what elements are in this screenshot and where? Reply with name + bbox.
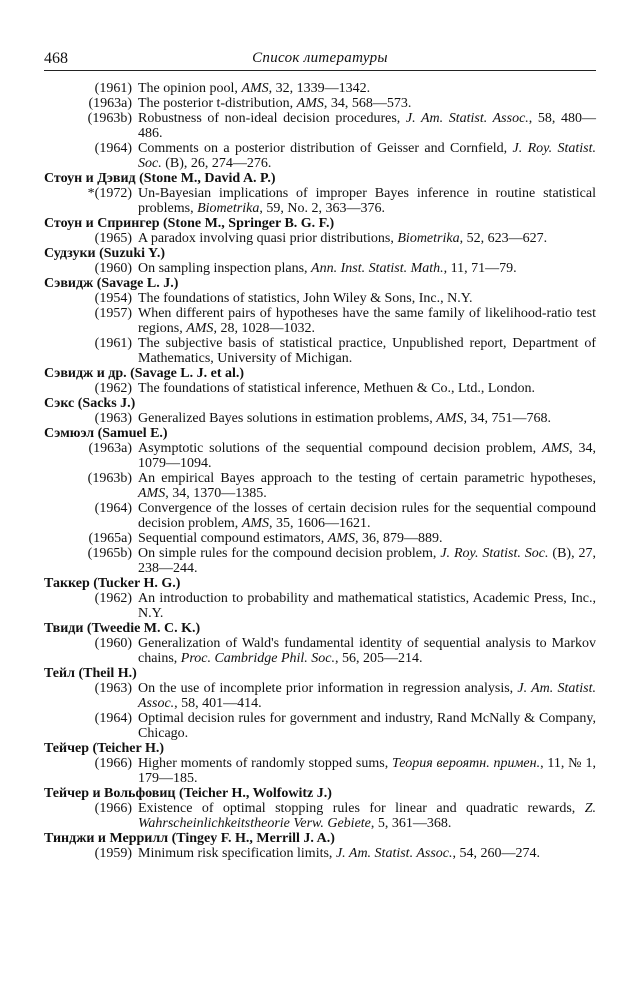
reference-text	[138, 111, 596, 141]
reference-source: J. Roy. Statist. Soc.	[440, 546, 549, 561]
reference-fragment: Higher moments of randomly stopped sums,	[138, 756, 392, 771]
reference-entry	[44, 111, 596, 141]
reference-entry	[44, 81, 596, 96]
reference-source: AMS	[296, 96, 324, 111]
reference-fragment: , 58, 480—486.	[138, 111, 596, 141]
reference-year: (1966)	[94, 756, 132, 771]
reference-text	[138, 546, 596, 576]
reference-year: (1957)	[94, 306, 132, 321]
reference-fragment: , 28, 1028—1032.	[213, 321, 315, 336]
reference-entry	[44, 381, 596, 396]
reference-fragment: Un-Bayesian implications of improper Bayes inference in routine statistical problems,	[138, 186, 596, 216]
reference-source: AMS	[186, 321, 214, 336]
reference-text	[138, 711, 596, 741]
reference-fragment: (B), 26, 274—276.	[161, 156, 272, 171]
reference-text	[138, 231, 596, 246]
reference-year: (1966)	[94, 801, 132, 816]
reference-fragment: The foundations of statistics, John Wiley & Sons, Inc., N.Y.	[138, 291, 473, 306]
reference-year: (1959)	[94, 846, 132, 861]
reference-year: (1965)	[94, 231, 132, 246]
reference-entry	[44, 186, 596, 216]
reference-text	[138, 531, 596, 546]
reference-fragment: , 34, 568—573.	[323, 96, 412, 111]
reference-entry	[44, 261, 596, 276]
reference-entry	[44, 336, 596, 366]
reference-text	[138, 306, 596, 336]
reference-source: Теория вероятн. примен.	[391, 756, 541, 771]
reference-text	[138, 81, 596, 96]
reference-fragment: Minimum risk specification limits,	[138, 846, 336, 861]
reference-year: (1961)	[94, 81, 132, 96]
author-heading: Сэмюэл (Samuel E.)	[44, 426, 168, 441]
reference-source: AMS	[241, 516, 270, 531]
reference-entry	[44, 531, 596, 546]
reference-fragment: Robustness of non-ideal decision procedures,	[138, 111, 406, 126]
reference-source: J. Am. Statist. Assoc.	[138, 681, 596, 711]
reference-text	[138, 141, 596, 171]
reference-fragment: Sequential compound estimators,	[138, 531, 328, 546]
reference-text	[138, 381, 596, 396]
reference-fragment: Comments on a posterior distribution of Geisser and Cornfield,	[138, 141, 513, 156]
author-heading: Тейчер (Teicher H.)	[44, 741, 165, 756]
reference-text	[138, 501, 596, 531]
reference-text	[138, 411, 596, 426]
reference-entry	[44, 96, 596, 111]
reference-entry	[44, 546, 596, 576]
reference-fragment: A paradox involving quasi prior distributions,	[138, 231, 398, 246]
reference-year: (1965b)	[87, 546, 132, 561]
reference-fragment: (B), 27, 238—244.	[138, 546, 596, 576]
reference-source: J. Am. Statist. Assoc.	[335, 846, 453, 861]
author-heading: Тейчер и Вольфовиц (Teicher H., Wolfowitz J.)	[44, 786, 332, 801]
reference-fragment: , 52, 623—627.	[459, 231, 548, 246]
reference-fragment: On simple rules for the compound decision problem,	[138, 546, 441, 561]
reference-source: AMS	[541, 441, 570, 456]
reference-year: (1963a)	[88, 96, 132, 111]
reference-fragment: , 5, 361—368.	[370, 816, 452, 831]
reference-fragment: , 34, 1370—1385.	[165, 486, 267, 501]
reference-year: (1960)	[94, 261, 132, 276]
reference-entry	[44, 141, 596, 171]
page-header	[44, 50, 596, 71]
reference-fragment: , 59, No. 2, 363—376.	[259, 201, 385, 216]
reference-fragment: Existence of optimal stopping rules for linear and quadratic rewards,	[138, 801, 585, 816]
reference-fragment: Generalization of Wald's fundamental identity of sequential analysis to Markov chains,	[138, 636, 596, 666]
reference-source: AMS	[327, 531, 355, 546]
reference-fragment: , 36, 879—889.	[354, 531, 443, 546]
reference-entry	[44, 711, 596, 741]
reference-source: AMS	[138, 486, 166, 501]
page-number: 468	[44, 50, 68, 67]
reference-text	[138, 801, 596, 831]
reference-year: (1965a)	[88, 531, 132, 546]
reference-text	[138, 591, 596, 621]
reference-year: (1964)	[94, 711, 132, 726]
reference-year: (1960)	[94, 636, 132, 651]
reference-text	[138, 186, 596, 216]
reference-fragment: The opinion pool,	[138, 81, 242, 96]
reference-text	[138, 636, 596, 666]
reference-source: Biometrika	[397, 231, 460, 246]
author-heading: Стоун и Дэвид (Stone M., David A. P.)	[44, 171, 276, 186]
reference-entry	[44, 231, 596, 246]
reference-source: J. Roy. Statist. Soc.	[138, 141, 596, 171]
author-heading: Тейл (Theil H.)	[44, 666, 137, 681]
reference-year: (1962)	[94, 591, 132, 606]
reference-fragment: The subjective basis of statistical practice, Unpublished report, Department of Mathematics, University of Michigan.	[138, 336, 596, 366]
reference-fragment: , 35, 1606—1621.	[269, 516, 371, 531]
author-heading: Сэкс (Sacks J.)	[44, 396, 136, 411]
book-page	[44, 50, 596, 861]
reference-source: J. Am. Statist. Assoc.	[405, 111, 529, 126]
reference-fragment: , 54, 260—274.	[452, 846, 540, 861]
reference-year: (1961)	[94, 336, 132, 351]
reference-text	[138, 681, 596, 711]
reference-fragment: , 58, 401—414.	[174, 696, 262, 711]
reference-text	[138, 471, 596, 501]
reference-fragment: On sampling inspection plans,	[138, 261, 312, 276]
reference-year: (1963a)	[88, 441, 132, 456]
reference-source: Proc. Cambridge Phil. Soc.	[180, 651, 336, 666]
reference-fragment: , 32, 1339—1342.	[268, 81, 371, 96]
reference-fragment: An introduction to probability and mathematical statistics, Academic Press, Inc., N.Y.	[138, 591, 596, 621]
author-heading: Сэвидж и др. (Savage L. J. et al.)	[44, 366, 245, 381]
reference-source: Ann. Inst. Statist. Math.	[311, 261, 444, 276]
reference-year: (1963b)	[87, 471, 132, 486]
reference-fragment: Generalized Bayes solutions in estimation problems,	[138, 411, 437, 426]
reference-text	[138, 291, 596, 306]
reference-fragment: Convergence of the losses of certain decision rules for the sequential compound decision problem,	[138, 501, 596, 531]
reference-fragment: , 11, 71—79.	[443, 261, 517, 276]
reference-source: Biometrika	[197, 201, 260, 216]
reference-entry	[44, 591, 596, 621]
reference-year: (1964)	[94, 141, 132, 156]
reference-fragment: The foundations of statistical inference, Methuen & Co., Ltd., London.	[138, 381, 535, 396]
reference-text	[138, 96, 596, 111]
reference-fragment: , 56, 205—214.	[335, 651, 423, 666]
reference-fragment: An empirical Bayes approach to the testing of certain parametric hypotheses,	[138, 471, 596, 486]
reference-text	[138, 756, 596, 786]
reference-text	[138, 441, 596, 471]
reference-year: (1962)	[94, 381, 132, 396]
reference-year: (1963)	[94, 411, 132, 426]
reference-entry	[44, 291, 596, 306]
reference-year: (1964)	[94, 501, 132, 516]
reference-entry	[44, 846, 596, 861]
reference-year: (1954)	[94, 291, 132, 306]
reference-fragment: On the use of incomplete prior information in regression analysis,	[138, 681, 518, 696]
reference-text	[138, 261, 596, 276]
reference-fragment: Asymptotic solutions of the sequential compound decision problem,	[138, 441, 542, 456]
reference-year: *(1972)	[87, 186, 132, 201]
reference-entry	[44, 681, 596, 711]
author-heading: Тинджи и Меррилл (Tingey F. H., Merrill J. A.)	[44, 831, 335, 846]
reference-year: (1963)	[94, 681, 132, 696]
reference-year: (1963b)	[87, 111, 132, 126]
running-title: Список литературы	[252, 50, 388, 66]
reference-fragment: , 11, № 1, 179—185.	[138, 756, 596, 786]
reference-source: AMS	[241, 81, 269, 96]
reference-fragment: The posterior t-distribution,	[138, 96, 297, 111]
author-heading: Стоун и Спрингер (Stone M., Springer B. G. F.)	[44, 216, 335, 231]
reference-entry	[44, 306, 596, 336]
author-heading: Сэвидж (Savage L. J.)	[44, 276, 179, 291]
reference-entry	[44, 471, 596, 501]
author-heading: Твиди (Tweedie M. C. K.)	[44, 621, 201, 636]
reference-entry	[44, 411, 596, 426]
reference-fragment: When different pairs of hypotheses have the same family of likelihood-ratio test regions,	[138, 306, 596, 336]
author-heading: Таккер (Tucker H. G.)	[44, 576, 181, 591]
reference-fragment: Optimal decision rules for government and industry, Rand McNally & Company, Chicago.	[138, 711, 596, 741]
reference-entry	[44, 801, 596, 831]
reference-source: AMS	[436, 411, 464, 426]
reference-fragment: , 34, 751—768.	[463, 411, 551, 426]
reference-text	[138, 846, 596, 861]
reference-entry	[44, 756, 596, 786]
reference-entry	[44, 501, 596, 531]
author-heading: Судзуки (Suzuki Y.)	[44, 246, 165, 261]
reference-source: Z. Wahrscheinlichkeitstheorie Verw. Gebiete	[138, 801, 596, 831]
reference-text	[138, 336, 596, 366]
reference-entry	[44, 441, 596, 471]
reference-entry	[44, 636, 596, 666]
bibliography-list	[44, 81, 596, 861]
reference-fragment: , 34, 1079—1094.	[138, 441, 596, 471]
